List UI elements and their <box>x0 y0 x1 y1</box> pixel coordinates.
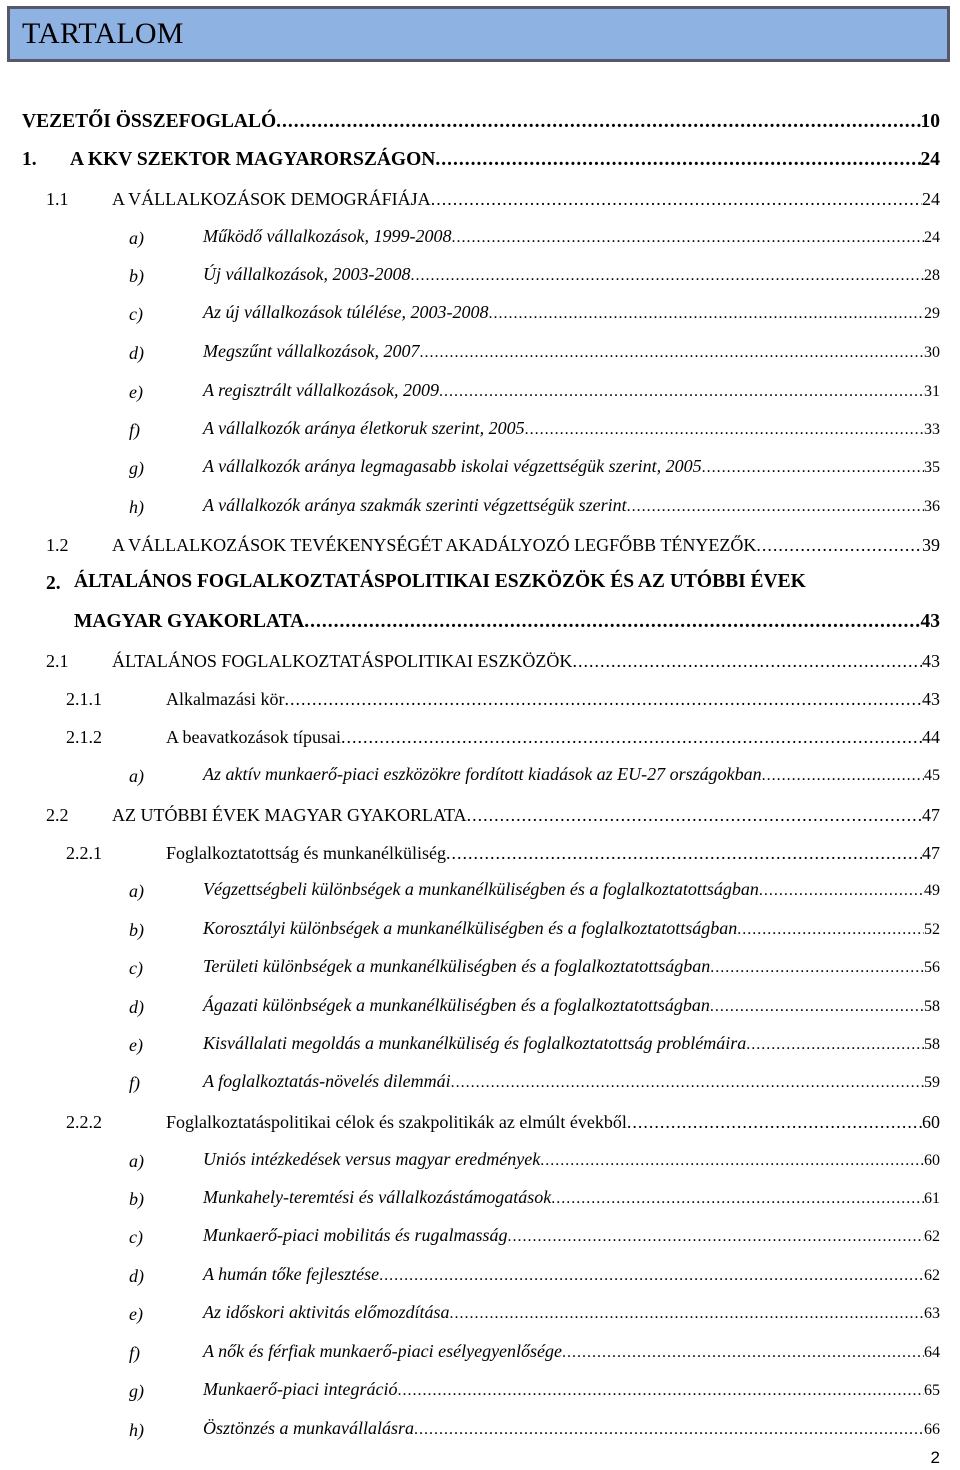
toc-leader-dots <box>431 187 922 211</box>
toc-entry-section-2-2-1[interactable] <box>0 839 960 869</box>
toc-leader-dots <box>710 995 924 1019</box>
toc-label: A VÁLLALKOZÁSOK TEVÉKENYSÉGÉT AKADÁLYOZÓ LEGFŐBB TÉNYEZŐK <box>112 535 757 555</box>
toc-label: A vállalkozók aránya legmagasabb iskolai végzettségük szerint, 2005 <box>203 456 702 476</box>
toc-page-number: 65 <box>924 1382 940 1399</box>
toc-number: c) <box>129 304 143 324</box>
toc-label: Foglalkoztatáspolitikai célok és szakpolitikák az elmúlt évekből <box>166 1112 627 1132</box>
toc-leader-dots <box>525 418 924 442</box>
toc-leader-dots <box>710 956 924 980</box>
toc-entry-2-2-1-e[interactable] <box>0 1031 960 1061</box>
toc-number: c) <box>129 1227 143 1247</box>
page-title: TARTALOM <box>22 17 184 50</box>
toc-label-line-2: MAGYAR GYAKORLATA <box>74 611 305 632</box>
toc-label: Végzettségbeli különbségek a munkanélküliségben és a foglalkoztatottságban <box>203 879 759 899</box>
toc-entry-section-2-1-1[interactable] <box>0 685 960 715</box>
toc-entry-section-2-1[interactable] <box>0 647 960 677</box>
toc-number: e) <box>129 382 143 402</box>
toc-label: Területi különbségek a munkanélküliségben és a foglalkoztatottságban <box>203 956 711 976</box>
toc-number: f) <box>129 420 140 440</box>
toc-label: A regisztrált vállalkozások, 2009 <box>203 380 439 400</box>
toc-entry-2-2-2-g[interactable] <box>0 1377 960 1407</box>
toc-entry-section-1-2[interactable] <box>0 531 960 561</box>
toc-number: a) <box>129 766 144 786</box>
toc-leader-dots <box>439 380 924 404</box>
toc-page-number: 62 <box>924 1267 940 1284</box>
toc-number: g) <box>129 458 144 478</box>
toc-page-number: 47 <box>922 805 940 825</box>
toc-entry-section-1[interactable] <box>0 146 960 176</box>
toc-page-number: 52 <box>924 921 940 938</box>
toc-label: Működő vállalkozások, 1999-2008 <box>203 226 452 246</box>
toc-number: 2.1.2 <box>66 727 102 747</box>
toc-label: A KKV SZEKTOR MAGYARORSZÁGON <box>70 149 436 170</box>
toc-entry-section-1-1[interactable] <box>0 185 960 215</box>
toc-page-number: 31 <box>924 383 940 400</box>
toc-label: Kisvállalati megoldás a munkanélküliség és foglalkoztatottság problémáira <box>203 1033 747 1053</box>
toc-label: A vállalkozók aránya életkoruk szerint, 2005 <box>203 418 525 438</box>
toc-page-number: 29 <box>924 305 940 322</box>
toc-leader-dots <box>702 456 924 480</box>
toc-label: Uniós intézkedések versus magyar eredmények <box>203 1149 541 1169</box>
toc-leader-dots <box>507 1225 924 1249</box>
toc-number: 2.2.2 <box>66 1112 102 1132</box>
toc-leader-dots <box>627 495 924 519</box>
toc-leader-dots <box>467 803 922 827</box>
toc-label: A nők és férfiak munkaerő-piaci esélyegyenlősége <box>203 1341 563 1361</box>
toc-number: 2.1.1 <box>66 689 102 709</box>
toc-leader-dots <box>414 1418 924 1442</box>
toc-label: Ösztönzés a munkavállalásra <box>203 1418 414 1438</box>
toc-entry-1-1-f[interactable] <box>0 416 960 446</box>
toc-leader-dots <box>451 226 924 250</box>
toc-label: ÁLTALÁNOS FOGLALKOZTATÁSPOLITIKAI ESZKÖZÖK <box>112 651 573 671</box>
toc-leader-dots <box>397 1379 924 1403</box>
toc-number: 1. <box>22 149 37 170</box>
toc-label: Munkahely-teremtési és vállalkozástámogatások <box>203 1187 552 1207</box>
toc-entry-2-2-2-a[interactable] <box>0 1147 960 1177</box>
toc-leader-dots <box>419 341 924 365</box>
toc-number: 1.2 <box>46 535 69 555</box>
toc-page-number: 60 <box>924 1152 940 1169</box>
toc-leader-dots <box>540 1149 924 1173</box>
toc-page-number: 64 <box>924 1344 940 1361</box>
toc-page-number: 59 <box>924 1074 940 1091</box>
toc-leader-dots <box>746 1033 924 1057</box>
toc-leader-dots <box>562 1341 924 1365</box>
toc-entry-section-2-2[interactable] <box>0 801 960 831</box>
toc-label: A beavatkozások típusai <box>166 727 341 747</box>
toc-entry-2-2-1-f[interactable] <box>0 1069 960 1099</box>
toc-leader-dots <box>379 1264 924 1288</box>
toc-label: Foglalkoztatottság és munkanélküliség <box>166 843 446 863</box>
toc-number: f) <box>129 1073 140 1093</box>
toc-page-number: 33 <box>924 421 940 438</box>
toc-label: Korosztályi különbségek a munkanélküliségben és a foglalkoztatottságban <box>203 918 738 938</box>
toc-entry-2-2-1-c[interactable] <box>0 954 960 984</box>
toc-number: h) <box>129 1420 144 1440</box>
toc-page-number: 24 <box>920 149 940 170</box>
toc-page-number: 10 <box>920 111 940 132</box>
toc-number: b) <box>129 266 144 286</box>
toc-number: b) <box>129 1189 144 1209</box>
toc-label: Az új vállalkozások túlélése, 2003-2008 <box>203 302 489 322</box>
toc-number: 1.1 <box>46 189 69 209</box>
toc-label: A VÁLLALKOZÁSOK DEMOGRÁFIÁJA <box>112 189 431 209</box>
toc-page-number: 49 <box>924 882 940 899</box>
toc-entry-section-2[interactable] <box>0 570 960 638</box>
toc-number: a) <box>129 1151 144 1171</box>
toc-entry-1-1-d[interactable] <box>0 339 960 369</box>
toc-leader-dots <box>551 1187 924 1211</box>
toc-number: c) <box>129 958 143 978</box>
toc-label: Ágazati különbségek a munkanélküliségben és a foglalkoztatottságban <box>203 995 710 1015</box>
toc-number: 2.1 <box>46 651 69 671</box>
toc-label: Új vállalkozások, 2003-2008 <box>203 264 411 284</box>
toc-entry-2-2-1-d[interactable] <box>0 993 960 1023</box>
toc-leader-dots <box>488 302 924 326</box>
toc-number: a) <box>129 881 144 901</box>
toc-leader-dots <box>284 687 922 711</box>
toc-entry-executive-summary[interactable] <box>0 108 960 138</box>
toc-number: d) <box>129 1266 144 1286</box>
toc-label: VEZETŐI ÖSSZEFOGLALÓ <box>22 111 277 132</box>
toc-number: d) <box>129 343 144 363</box>
toc-entry-2-2-2-e[interactable] <box>0 1300 960 1330</box>
footer-page-number: 2 <box>930 1448 940 1467</box>
toc-entry-2-2-2-b[interactable] <box>0 1185 960 1215</box>
toc-number: e) <box>129 1035 143 1055</box>
toc-label: Munkaerő-piaci integráció <box>203 1379 398 1399</box>
toc-page-number: 58 <box>924 998 940 1015</box>
toc-leader-dots <box>737 918 924 942</box>
toc-leader-dots <box>435 148 920 172</box>
toc-label: A vállalkozók aránya szakmák szerinti végzettségük szerint <box>203 495 627 515</box>
toc-entry-1-1-c[interactable] <box>0 300 960 330</box>
toc-entry-1-1-g[interactable] <box>0 454 960 484</box>
toc-number: 2.2.1 <box>66 843 102 863</box>
toc-page-number: 36 <box>924 498 940 515</box>
toc-leader-dots <box>450 1302 925 1326</box>
toc-leader-dots <box>451 1071 924 1095</box>
toc-entry-2-2-2-d[interactable] <box>0 1262 960 1292</box>
toc-number: b) <box>129 920 144 940</box>
toc-page-number: 43 <box>920 611 940 632</box>
toc-label-line-1: ÁLTALÁNOS FOGLALKOZTATÁSPOLITIKAI ESZKÖZÖK ÉS AZ UTÓBBI ÉVEK <box>74 571 806 592</box>
toc-entry-1-1-b[interactable] <box>0 262 960 292</box>
toc-entry-2-2-1-a[interactable] <box>0 877 960 907</box>
toc-label: A foglalkoztatás-növelés dilemmái <box>203 1071 451 1091</box>
toc-page-number: 47 <box>922 843 940 863</box>
toc-label: Az időskori aktivitás előmozdítása <box>203 1302 450 1322</box>
toc-page-number: 63 <box>924 1305 940 1322</box>
toc-number: h) <box>129 497 144 517</box>
toc-page-number: 28 <box>924 267 940 284</box>
toc-page-number: 24 <box>922 189 940 209</box>
toc-leader-dots <box>572 649 922 673</box>
toc-entry-1-1-e[interactable] <box>0 378 960 408</box>
toc-leader-dots <box>756 533 922 557</box>
toc-page-number: 56 <box>924 959 940 976</box>
toc-number: d) <box>129 997 144 1017</box>
toc-page-number: 62 <box>924 1228 940 1245</box>
toc-label: Alkalmazási kör <box>166 689 285 709</box>
toc-page-number: 24 <box>924 229 940 246</box>
toc-label: AZ UTÓBBI ÉVEK MAGYAR GYAKORLATA <box>112 805 467 825</box>
toc-entry-section-2-2-2[interactable] <box>0 1108 960 1138</box>
toc-leader-dots <box>276 110 920 134</box>
toc-entry-2-2-2-h[interactable] <box>0 1416 960 1446</box>
toc-leader-dots <box>627 1110 922 1134</box>
toc-entry-2-1-2-a[interactable] <box>0 762 960 792</box>
toc-label: Megszűnt vállalkozások, 2007 <box>203 341 420 361</box>
toc-leader-dots <box>446 841 922 865</box>
toc-page-number: 58 <box>924 1036 940 1053</box>
toc-page-number: 43 <box>922 651 940 671</box>
toc-entry-2-2-1-b[interactable] <box>0 916 960 946</box>
toc-leader-dots <box>762 764 924 788</box>
toc-entry-1-1-a[interactable] <box>0 224 960 254</box>
title-banner <box>7 6 950 62</box>
toc-page-number: 66 <box>924 1421 940 1438</box>
toc-page-number: 61 <box>924 1190 940 1207</box>
toc-number: 2. <box>46 573 61 594</box>
toc-leader-dots <box>341 725 922 749</box>
toc-label: Munkaerő-piaci mobilitás és rugalmasság <box>203 1225 508 1245</box>
toc-number: f) <box>129 1343 140 1363</box>
toc-page-number: 43 <box>922 689 940 709</box>
toc-label: Az aktív munkaerő-piaci eszközökre fordított kiadások az EU-27 országokban <box>203 764 762 784</box>
toc-number: a) <box>129 228 144 248</box>
toc-leader-dots <box>304 610 920 634</box>
toc-page-number: 60 <box>922 1112 940 1132</box>
toc-entry-2-2-2-c[interactable] <box>0 1223 960 1253</box>
toc-number: e) <box>129 1304 143 1324</box>
toc-page-number: 35 <box>924 459 940 476</box>
toc-page-number: 45 <box>924 767 940 784</box>
toc-entry-2-2-2-f[interactable] <box>0 1339 960 1369</box>
toc-number: 2.2 <box>46 805 69 825</box>
toc-page-number: 39 <box>922 535 940 555</box>
toc-number: g) <box>129 1381 144 1401</box>
toc-leader-dots <box>410 264 924 288</box>
toc-page-number: 44 <box>922 727 940 747</box>
toc-leader-dots <box>759 879 924 903</box>
toc-label: A humán tőke fejlesztése <box>203 1264 380 1284</box>
toc-entry-section-2-1-2[interactable] <box>0 723 960 753</box>
toc-page-number: 30 <box>924 344 940 361</box>
toc-entry-1-1-h[interactable] <box>0 493 960 523</box>
